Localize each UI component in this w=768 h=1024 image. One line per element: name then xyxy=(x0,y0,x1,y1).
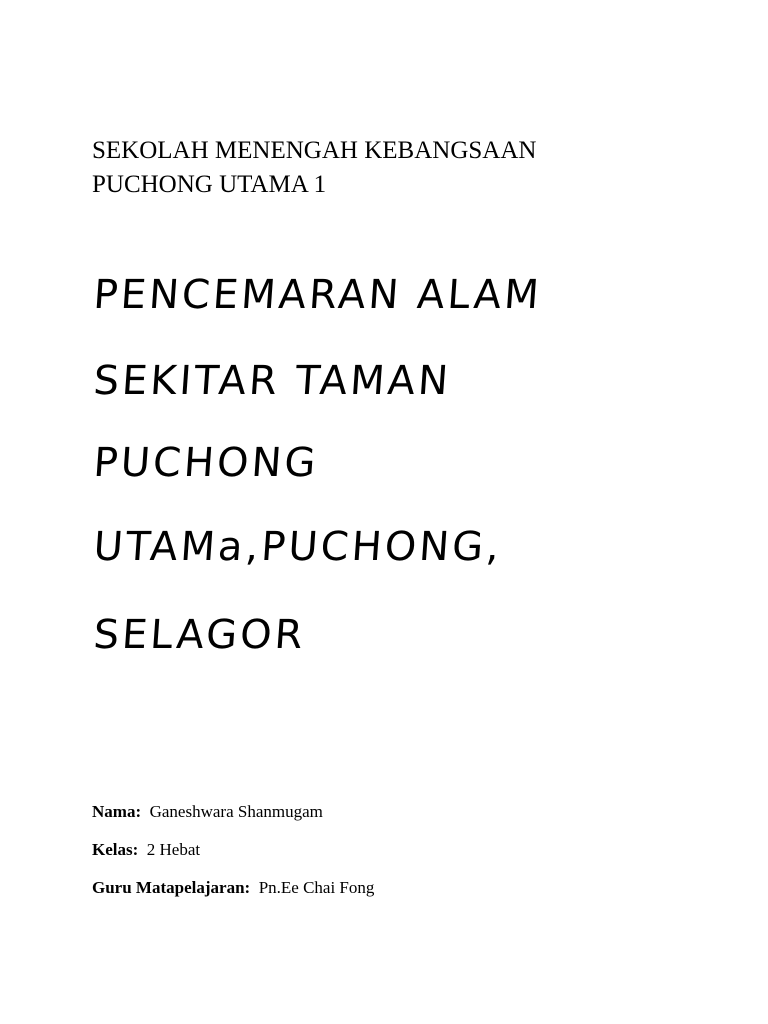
detail-value-guru: Pn.Ee Chai Fong xyxy=(258,878,375,897)
detail-row-guru xyxy=(92,878,374,898)
title-line-3: PUCHONG xyxy=(92,440,321,486)
detail-value-nama: Ganeshwara Shanmugam xyxy=(149,802,323,821)
school-name xyxy=(92,134,536,202)
title-line-1: PENCEMARAN ALAM xyxy=(92,272,544,318)
title-line-2: SEKITAR TAMAN xyxy=(92,358,453,404)
title-line-4: UTAMa,PUCHONG, xyxy=(92,524,504,570)
detail-label-nama: Nama: xyxy=(92,802,146,821)
title-line-5: SELAGOR xyxy=(92,612,308,658)
detail-row-kelas xyxy=(92,840,200,860)
detail-row-nama xyxy=(92,802,323,822)
detail-label-guru: Guru Matapelajaran: xyxy=(92,878,255,897)
school-name-line-2: PUCHONG UTAMA 1 xyxy=(92,171,327,198)
detail-label-kelas: Kelas: xyxy=(92,840,143,859)
school-name-line-1: SEKOLAH MENENGAH KEBANGSAAN xyxy=(92,137,537,164)
detail-value-kelas: 2 Hebat xyxy=(146,840,201,859)
